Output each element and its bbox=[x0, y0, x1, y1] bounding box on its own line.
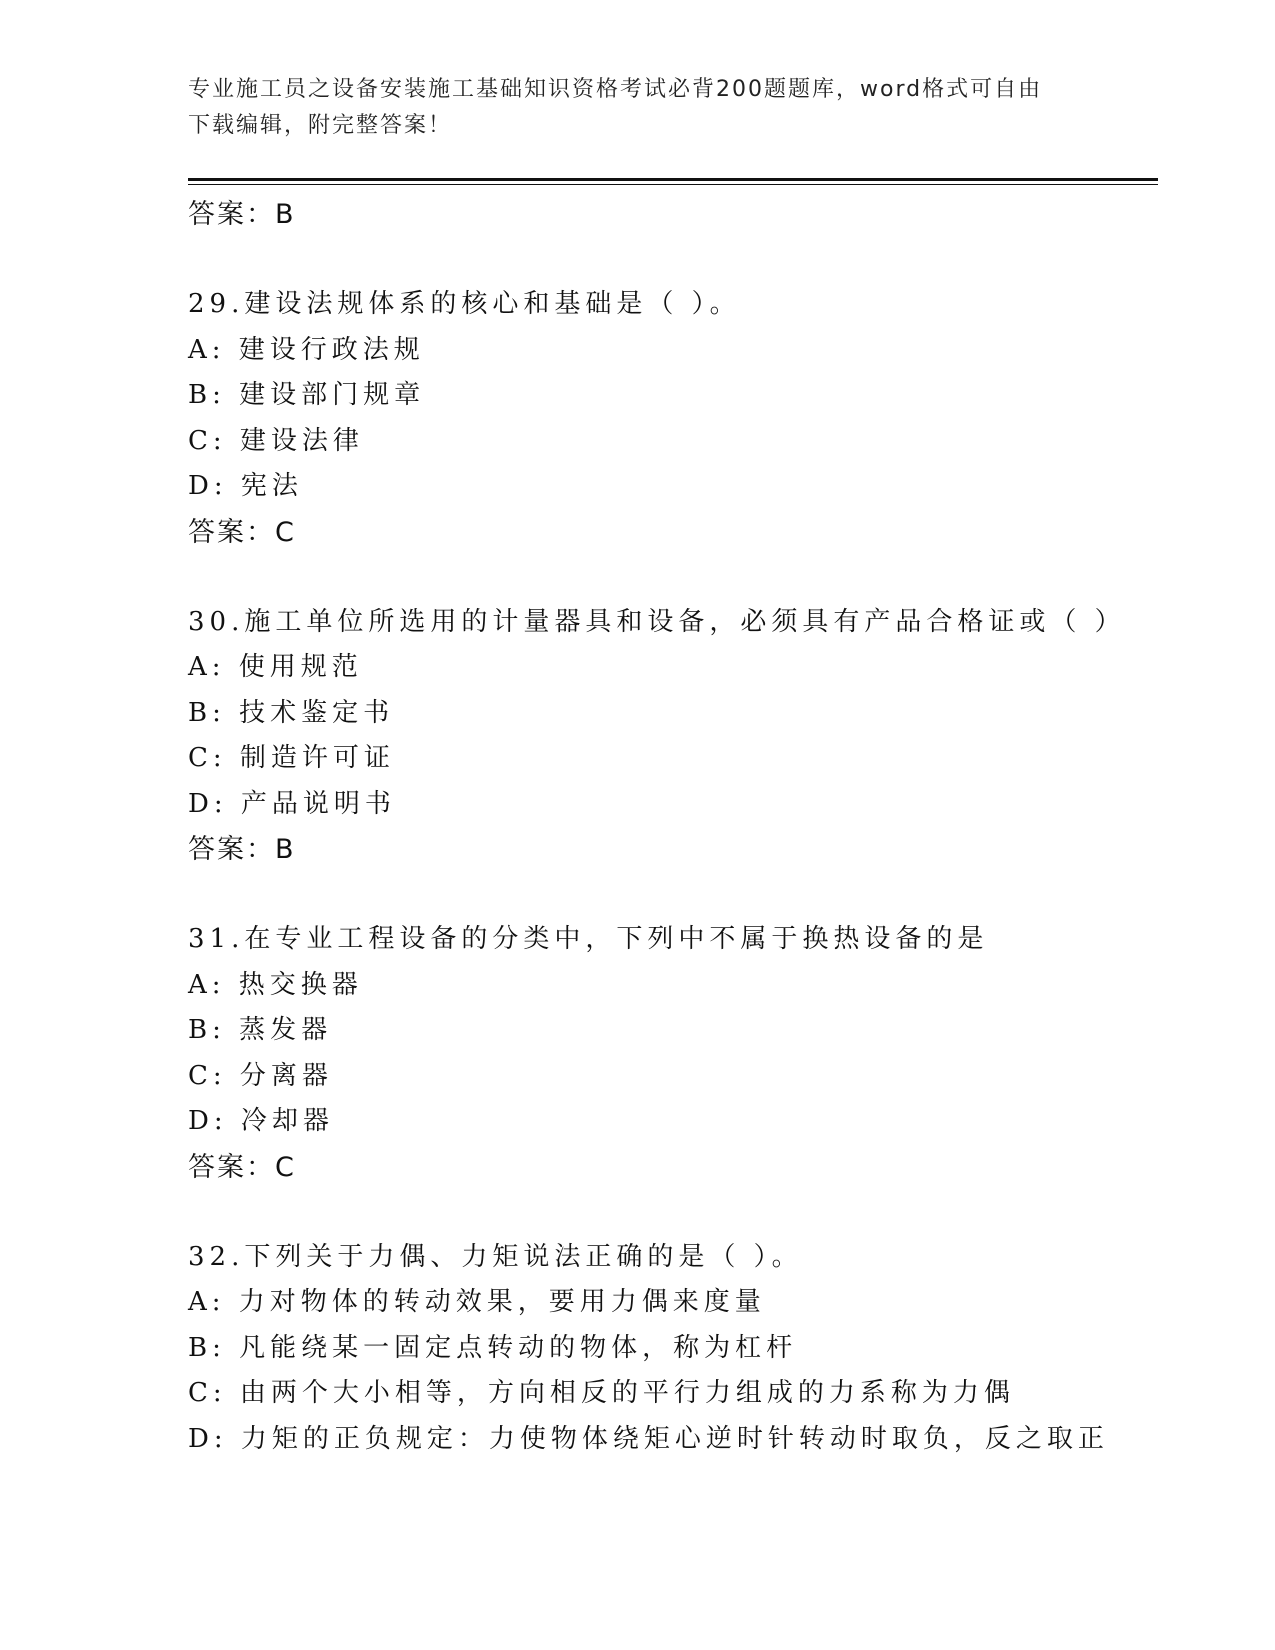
question-stem: 31.在专业工程设备的分类中，下列中不属于换热设备的是 bbox=[188, 924, 989, 954]
option-a: A: 使用规范 bbox=[188, 652, 363, 682]
header-rule-thick bbox=[188, 178, 1158, 181]
header-rule-thin bbox=[188, 184, 1158, 185]
question-stem: 30.施工单位所选用的计量器具和设备，必须具有产品合格证或（ ） bbox=[188, 606, 1126, 637]
question-31 bbox=[188, 917, 1148, 1191]
answer: 答案：B bbox=[188, 834, 296, 865]
option-d: D: 冷却器 bbox=[188, 1106, 334, 1136]
question-30 bbox=[188, 600, 1148, 874]
option-c: C: 制造许可证 bbox=[188, 743, 395, 773]
answer-28: 答案：B bbox=[188, 199, 296, 230]
answer: 答案：C bbox=[188, 1151, 296, 1183]
header-line-2: 下载编辑，附完整答案！ bbox=[188, 113, 453, 138]
option-b: B: 技术鉴定书 bbox=[188, 697, 395, 728]
option-a: A: 建设行政法规 bbox=[188, 334, 425, 365]
document-body bbox=[188, 188, 1148, 1462]
option-b: B: 蒸发器 bbox=[188, 1015, 333, 1045]
option-b: B: 建设部门规章 bbox=[188, 380, 426, 410]
option-a: A: 力对物体的转动效果，要用力偶来度量 bbox=[188, 1287, 766, 1317]
option-b: B: 凡能绕某一固定点转动的物体，称为杠杆 bbox=[188, 1332, 798, 1363]
question-stem: 32.下列关于力偶、力矩说法正确的是（ ）。 bbox=[188, 1241, 803, 1272]
header-line-1: 专业施工员之设备安装施工基础知识资格考试必背200题题库，word格式可自由 bbox=[188, 77, 1043, 102]
question-stem: 29.建设法规体系的核心和基础是（ ）。 bbox=[188, 289, 741, 319]
question-32 bbox=[188, 1235, 1148, 1463]
answer: 答案：C bbox=[188, 516, 296, 548]
document-header bbox=[188, 72, 1088, 144]
option-c: C: 分离器 bbox=[188, 1060, 333, 1091]
option-d: D: 力矩的正负规定：力使物体绕矩心逆时针转动时取负，反之取正 bbox=[188, 1423, 1109, 1454]
option-d: D: 产品说明书 bbox=[188, 788, 396, 819]
option-c: C: 建设法律 bbox=[188, 425, 364, 456]
option-a: A: 热交换器 bbox=[188, 969, 363, 1000]
option-c: C: 由两个大小相等，方向相反的平行力组成的力系称为力偶 bbox=[188, 1378, 1015, 1408]
question-29 bbox=[188, 282, 1148, 556]
option-d: D: 宪法 bbox=[188, 471, 303, 501]
